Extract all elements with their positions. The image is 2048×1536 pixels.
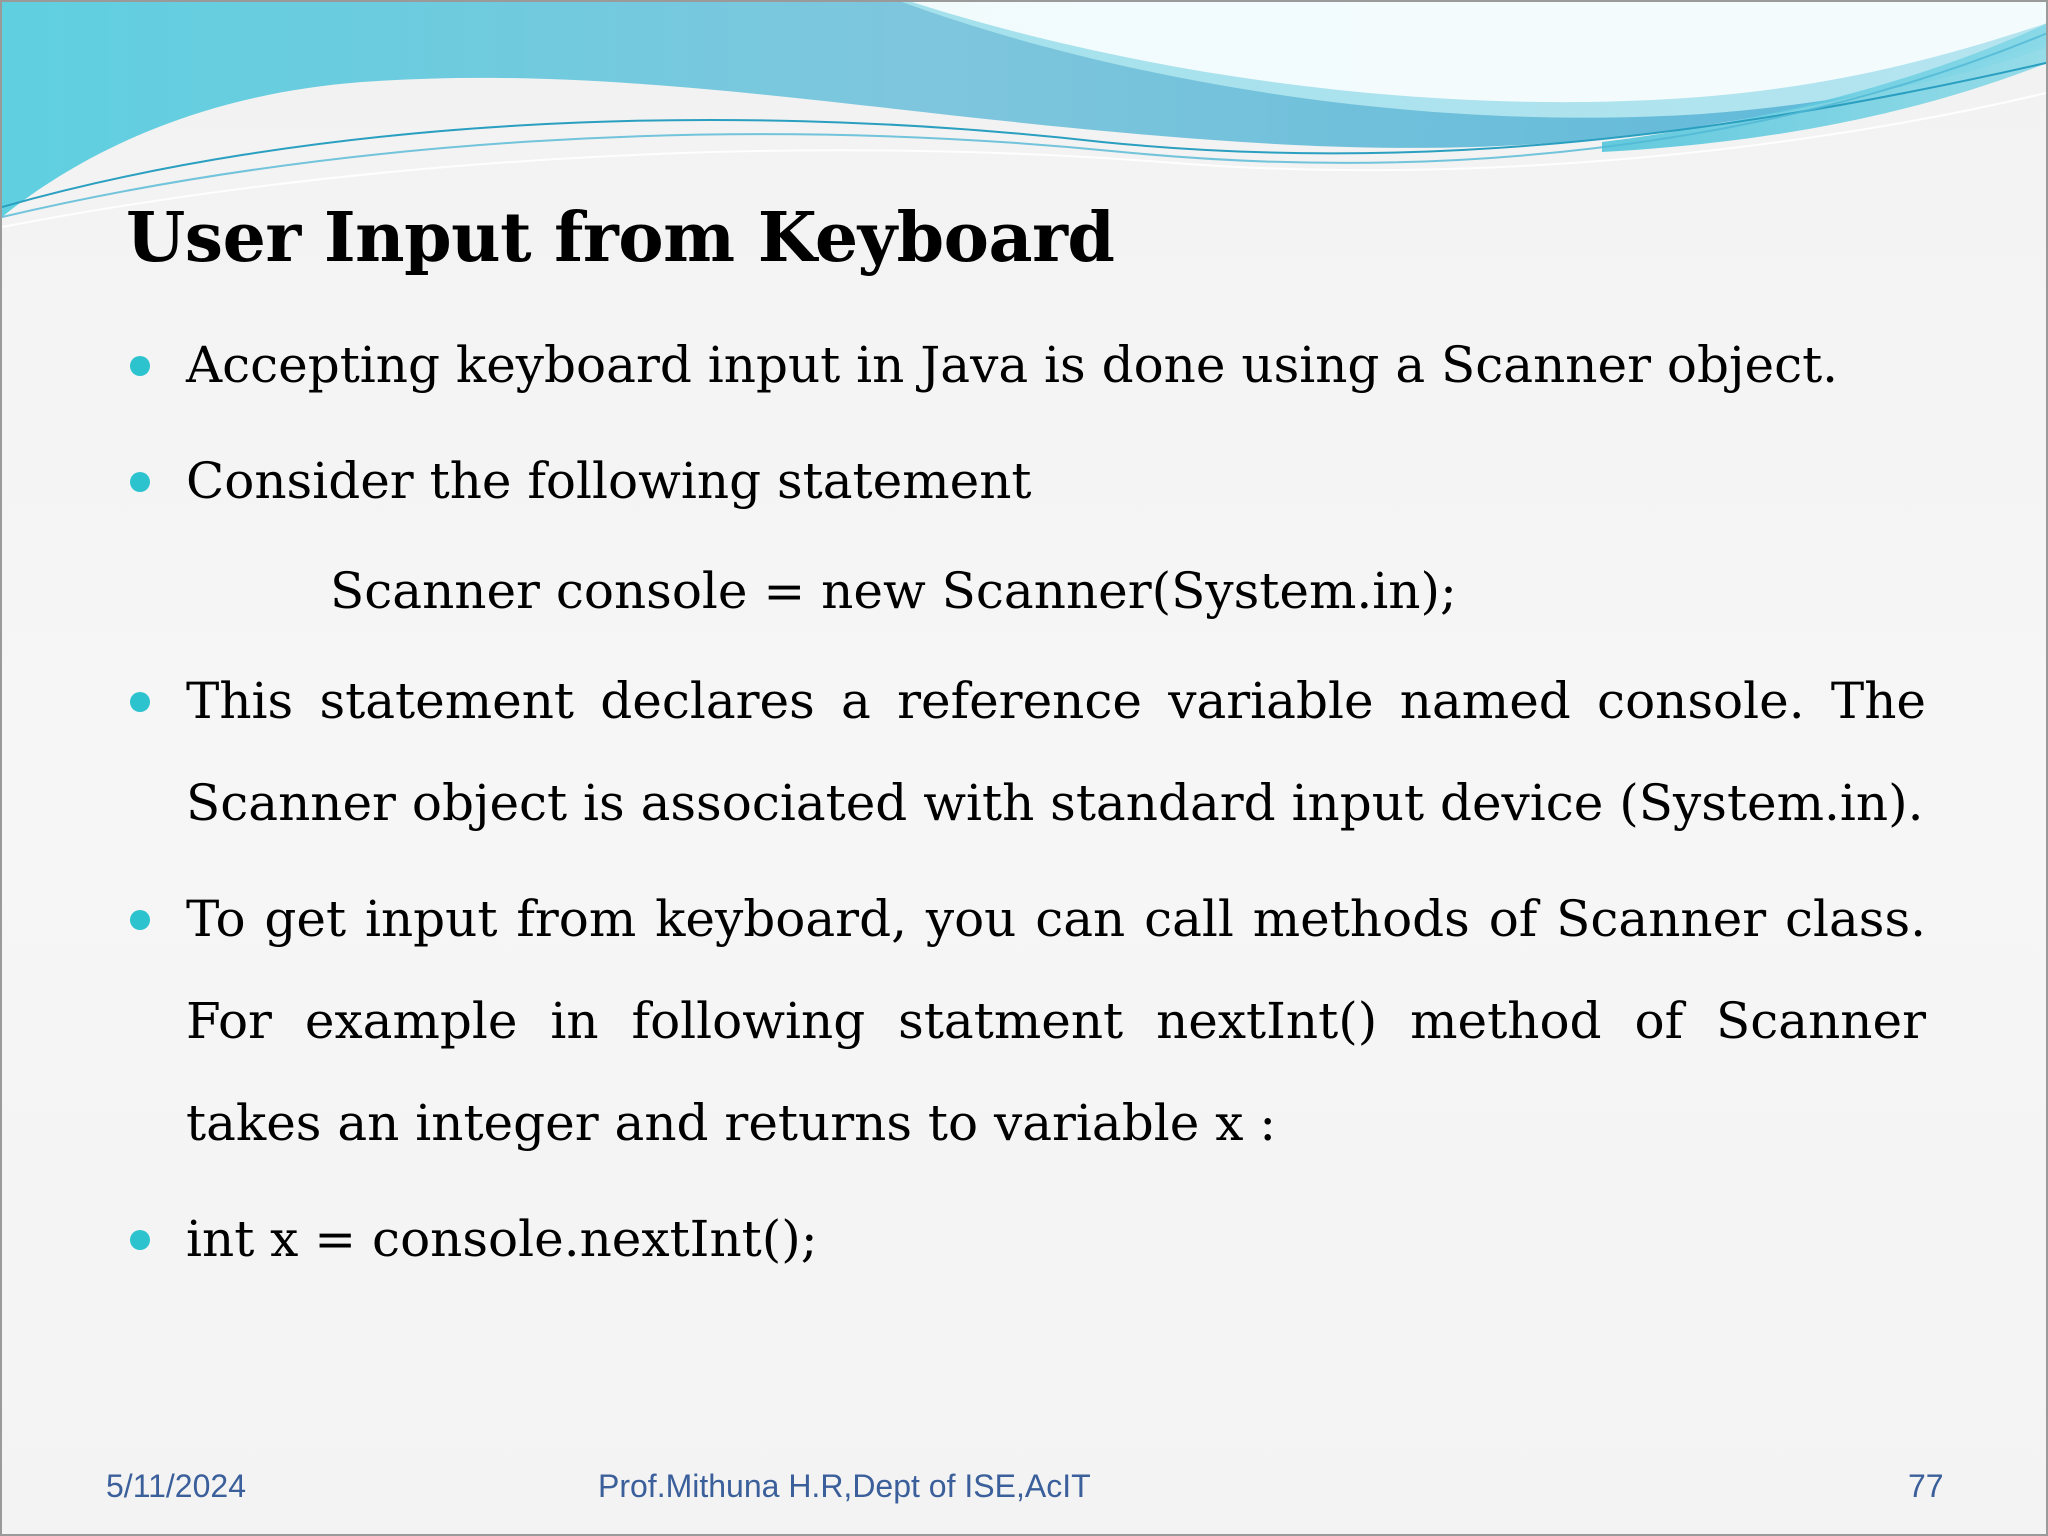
bullet-text: Consider the following statement	[186, 452, 1032, 510]
code-statement: Scanner console = new Scanner(System.in);	[330, 562, 1457, 620]
bullet-dot-icon	[130, 910, 150, 930]
bullet-item	[126, 314, 1926, 416]
footer-page-number: 77	[1908, 1468, 1944, 1504]
bullet-text: int x = console.nextInt();	[186, 1210, 818, 1268]
bullet-dot-icon	[130, 356, 150, 376]
slide-body	[126, 314, 1926, 1290]
bullet-text: Accepting keyboard input in Java is done using a Scanner object.	[186, 336, 1839, 394]
bullet-text: To get input from keyboard, you can call methods of Scanner class. For example in following statment nextInt() method of Scanner takes an integer and returns to variable x :	[186, 890, 1926, 1152]
bullet-dot-icon	[130, 1230, 150, 1250]
bullet-text: This statement declares a reference variable named console. The Scanner object is associated with standard input device (System.in).	[186, 672, 1926, 832]
footer-author: Prof.Mithuna H.R,Dept of ISE,AcIT	[598, 1468, 1091, 1504]
footer-date: 5/11/2024	[106, 1468, 246, 1504]
bullet-item	[126, 650, 1926, 854]
bullet-dot-icon	[130, 692, 150, 712]
slide-title: User Input from Keyboard	[126, 198, 1115, 278]
bullet-item	[126, 430, 1926, 532]
bullet-dot-icon	[130, 472, 150, 492]
bullet-item	[126, 1188, 1926, 1290]
bullet-item	[126, 868, 1926, 1174]
